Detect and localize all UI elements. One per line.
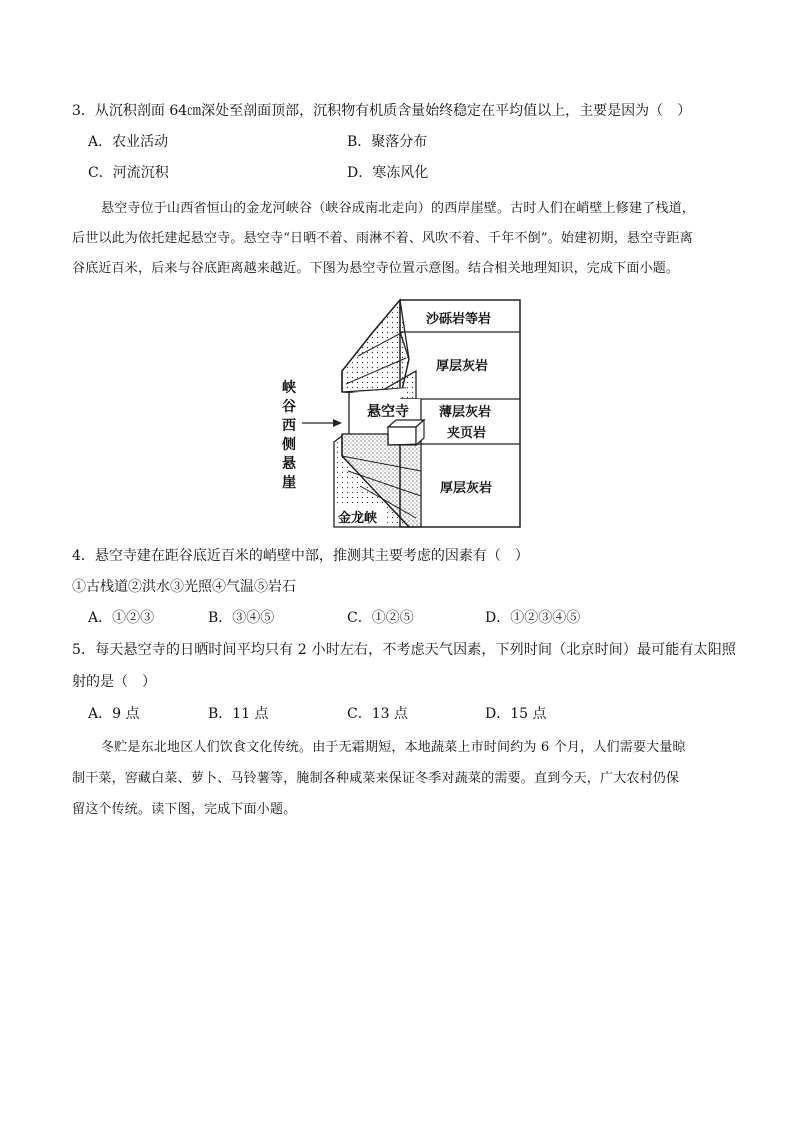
q4-option-c: C．①②⑤: [347, 610, 414, 626]
q3-option-b: B．聚落分布: [347, 134, 428, 150]
layer-label-thick-limestone-top: 厚层灰岩: [436, 359, 489, 374]
q3-option-c: C．河流沉积: [88, 165, 169, 181]
passage2-line-3: 留这个传统。读下图，完成下面小题。: [72, 802, 297, 817]
side-label-char-3: 西: [282, 418, 296, 434]
q3-option-a: A．农业活动: [88, 134, 169, 150]
side-label-char-2: 谷: [282, 399, 296, 415]
layer-label-thin-limestone: 薄层灰岩: [439, 405, 492, 420]
q5-option-c: C．13 点: [347, 706, 408, 722]
q5-option-d: D．15 点: [485, 706, 547, 722]
side-label-char-4: 侧: [282, 437, 296, 453]
side-label-char-5: 悬: [282, 456, 296, 472]
q4-option-d: D．①②③④⑤: [485, 610, 581, 626]
q4-option-b: B．③④⑤: [208, 610, 275, 626]
passage1-line-3: 谷底近百米，后来与谷底距离越来越近。下图为悬空寺位置示意图。结合相关地理知识，完成下面小题。: [72, 261, 680, 276]
q4-factors: ①古栈道②洪水③光照④气温⑤岩石: [72, 579, 296, 595]
side-label-char-1: 峡: [282, 380, 296, 396]
temple-location-figure: [276, 296, 526, 530]
q5-option-b: B．11 点: [208, 706, 269, 722]
q5-stem-line-2: 射的是（ ）: [72, 674, 156, 690]
q4-stem: 4．悬空寺建在距谷底近百米的峭壁中部，推测其主要考虑的因素有（ ）: [72, 548, 529, 564]
q3-option-d: D．寒冻风化: [347, 165, 429, 181]
layer-label-shale: 夹页岩: [447, 426, 487, 441]
passage1-line-1: 悬空寺位于山西省恒山的金龙河峡谷（峡谷成南北走向）的西岸崖壁。古时人们在峭壁上修建了栈道，: [101, 201, 696, 216]
passage1-line-2: 后世以此为依托建起悬空寺。悬空寺“日晒不着、雨淋不着、风吹不着、千年不倒”。始建初期，悬空寺距离: [72, 231, 693, 246]
q3-stem: 3．从沉积剖面 64㎝深处至剖面顶部，沉积物有机质含量始终稳定在平均值以上，主要是因为（ ）: [72, 103, 692, 119]
gorge-label: 金龙峡: [338, 511, 378, 526]
q5-stem-line-1: 5．每天悬空寺的日晒时间平均只有 2 小时左右，不考虑天气因素，下列时间（北京时间）最可能有太阳照: [72, 642, 737, 658]
temple-label: 悬空寺: [367, 404, 409, 420]
side-label: [281, 379, 297, 491]
passage2-line-2: 制干菜，窖藏白菜、萝卜、马铃薯等，腌制各种咸菜来保证冬季对蔬菜的需要。直到今天，广大农村仍保: [72, 771, 680, 786]
layer-label-sandstone: 沙砾岩等岩: [426, 312, 492, 327]
passage2-line-1: 冬贮是东北地区人们饮食文化传统。由于无霜期短，本地蔬菜上市时间约为 6 个月，人们需要大量晾: [101, 740, 686, 755]
layer-label-thick-limestone-bottom: 厚层灰岩: [440, 481, 493, 496]
side-label-char-6: 崖: [282, 475, 296, 491]
q4-option-a: A．①②③: [88, 610, 155, 626]
q5-option-a: A．9 点: [88, 706, 140, 722]
